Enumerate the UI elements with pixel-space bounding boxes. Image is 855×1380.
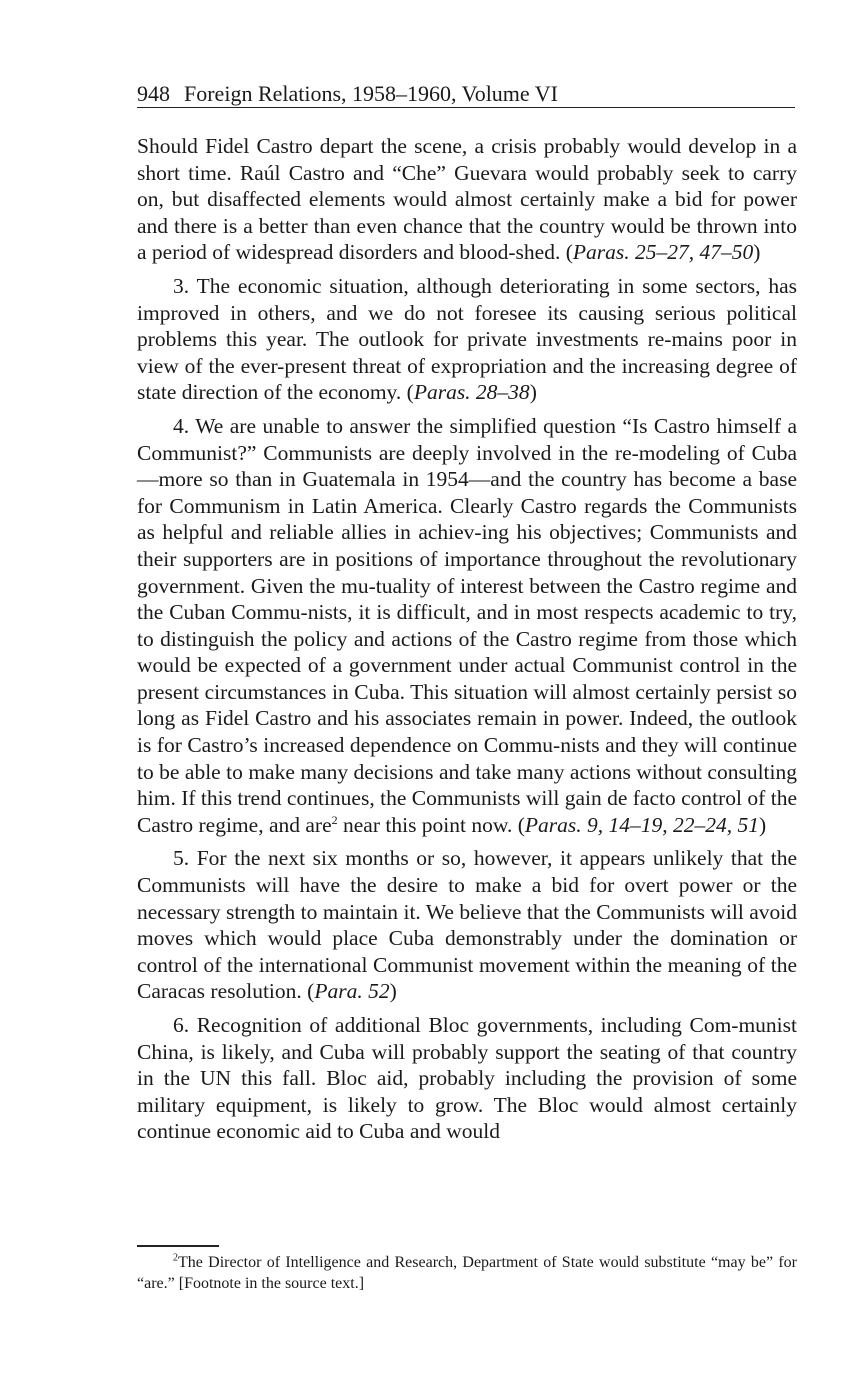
paragraph-reference: Paras. 9, 14–19, 22–24, 51 [524,812,760,837]
paragraph-6-bloc-recognition: 6. Recognition of additional Bloc governments, including Com-munist China, is likely, and Cuba will probably support the seating of that country in the UN this fall. Bloc aid, probably including the provision of some military equipment, is likely to grow. The Bloc would almost certainly continue economic aid to Cuba and would [137,1013,797,1144]
paragraph-reference: Para. 52 [314,979,390,1004]
footnote-marker[interactable]: 2 [331,812,338,827]
footnote-divider [137,1245,219,1247]
footnote [137,1252,797,1294]
volume-title: Foreign Relations, 1958–1960, Volume VI [184,81,558,106]
page-number: 948 [137,81,170,106]
footnote-number: 2 [173,1252,178,1264]
paragraph-3-economic-situation: 3. The economic situation, although deteriorating in some sectors, has improved in others, and we do not foresee its causing serious political problems this year. The outlook for private investments re-mains poor in view of the ever-present threat of expropriation and the increasing degree of state direction of the economy. (Paras. 28–38) [137,273,797,405]
paragraph-reference: Paras. 28–38 [413,380,530,405]
paragraph-castro-departure: Should Fidel Castro depart the scene, a crisis probably would develop in a short time. Raúl Castro and “Che” Guevara would probably seek to carry on, but disaffected elements would almost certainly make a bid for power and there is a better than even chance that the country would be thrown into a period of widespread disorders and blood-shed. (Paras. 25–27, 47–50) [137,134,797,265]
running-header [137,80,795,108]
paragraph-5-next-six-months: 5. For the next six months or so, however, it appears unlikely that the Communists will have the desire to make a bid for overt power or the necessary strength to maintain it. We believe that the Communists will avoid moves which would place Cuba demonstrably under the domination or control of the international Communist movement within the meaning of the Caracas resolution. (Para. 52) [137,846,797,1004]
paragraph-reference: Paras. 25–27, 47–50 [572,240,754,265]
footnote-text: The Director of Intelligence and Research, Department of State would substitute “may be” for “are.” [Footnote in the source text.] [137,1254,797,1292]
body-text [137,133,797,1152]
paragraph-4-communism: 4. We are unable to answer the simplified question “Is Castro himself a Communist?” Communists are deeply involved in the re-modeling of Cuba—more so than in Guatemala in 1954—and the country has become a base for Communism in Latin America. Clearly Castro regards the Communists as helpful and reliable allies in achiev-ing his objectives; Communists and their supporters are in positions of importance throughout the revolutionary government. Given the mu-tuality of interest between the Castro regime and the Cuban Commu-nists, it is difficult, and in most respects academic to try, to distinguish the policy and actions of the Castro regime from those which would be expected of a government under actual Communist control in the present circumstances in Cuba. This situation will almost certainly persist so long as Fidel Castro and his associates remain in power. Indeed, the outlook is for Castro’s increased dependence on Commu-nists and they will continue to be able to make many decisions and take many actions without consulting him. If this trend continues, the Communists will gain de facto control of the Castro regime, and are$^2$ near this point now. (Paras. 9, 14–19, 22–24, 51) [137,413,797,837]
